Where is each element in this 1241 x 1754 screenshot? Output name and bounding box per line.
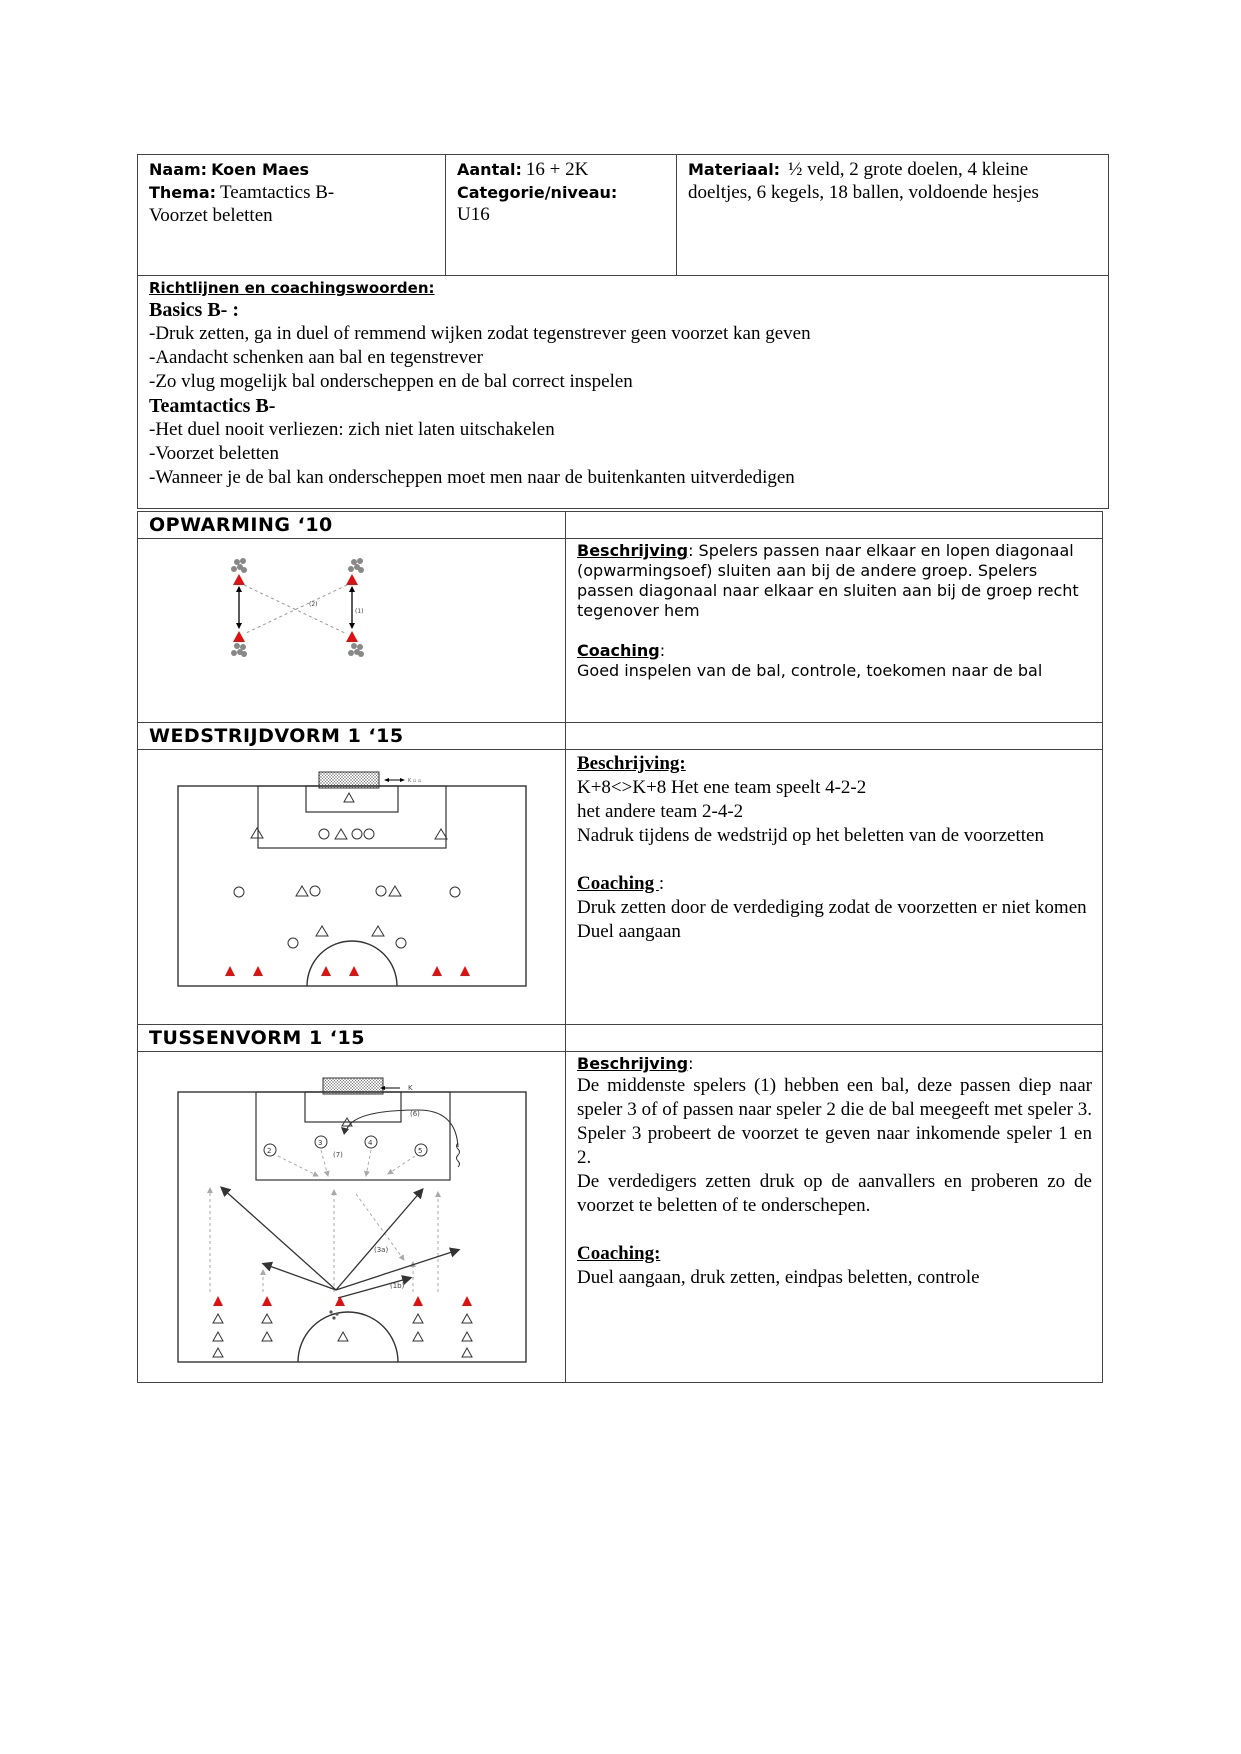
tussenvorm-description-cell [566, 1052, 1102, 1382]
materiaal-value-1: ½ veld, 2 grote doelen, 4 kleine [788, 159, 1029, 180]
opwarming-title: OPWARMING ‘10 [138, 512, 566, 538]
tussenvorm-title-row [138, 1025, 1102, 1052]
player-triangle-icon [213, 1314, 472, 1357]
naam-value: Koen Maes [211, 160, 310, 179]
thema-label: Thema: [149, 183, 217, 202]
aantal-cell [446, 155, 677, 275]
coaching-label: Coaching [577, 873, 659, 894]
beschrijving-label: Beschrijving [577, 1054, 689, 1073]
naam-label: Naam: [149, 160, 208, 179]
guidelines-heading: Richtlijnen en coachingswoorden: [149, 279, 435, 297]
aantal-value: 16 + 2K [525, 159, 589, 180]
coaching-colon: : [659, 641, 666, 660]
materiaal-label: Materiaal: [688, 160, 781, 179]
beschrijving-label: Beschrijving [577, 541, 689, 560]
diagram-label: (2) [309, 601, 318, 608]
tussenvorm-body-row [138, 1052, 1102, 1382]
description-paragraph: De middenste spelers (1) hebben een bal, deze passen diep naar speler 3 of of passen naar speler 2 die de bal meegeeft met speler 3. Speler 3 probeert de voorzet te geven naar inkomende speler 1 en 2. [577, 1075, 1092, 1168]
opwarming-description-cell [566, 539, 1102, 722]
thema-value-2: Voorzet beletten [149, 205, 273, 226]
diagram-label: (1) [355, 608, 364, 615]
aantal-label: Aantal: [457, 160, 522, 179]
description-line: het andere team 2-4-2 [577, 801, 744, 822]
coaching-text: Goed inspelen van de bal, controle, toekomen naar de bal [577, 661, 1043, 680]
basics-item: -Aandacht schenken aan bal en tegenstrever [149, 347, 483, 368]
materiaal-cell [677, 155, 1108, 275]
opwarming-diagram-cell [138, 539, 566, 722]
categorie-label: Categorie/niveau: [457, 183, 618, 202]
wedstrijdvorm-body-row [138, 750, 1102, 1025]
wedstrijdvorm-description-cell [566, 750, 1102, 1024]
guidelines-section [138, 276, 1108, 508]
diagram-label: (3a) [374, 1246, 389, 1254]
header-table [137, 154, 1109, 509]
svg-text:K ▫ ▫: K ▫ ▫ [408, 778, 422, 784]
coaching-colon: : [658, 873, 665, 894]
header-row [138, 155, 1108, 276]
coaching-line: Druk zetten door de verdediging zodat de voorzetten er niet komen [577, 897, 1087, 918]
thema-value: Teamtactics B- [220, 182, 335, 203]
basics-title: Basics B- : [149, 299, 239, 321]
svg-text:4: 4 [368, 1139, 373, 1147]
wedstrijdvorm-title-row [138, 723, 1102, 750]
wedstrijdvorm-diagram [138, 750, 566, 1024]
description-paragraph: De verdedigers zetten druk op de aanvallers en proberen zo de voorzet te beletten of te onderschepen. [577, 1171, 1092, 1216]
pass-arrow-icon [222, 1188, 458, 1298]
cone-icon [213, 1296, 472, 1306]
coaching-label: Coaching: [577, 1243, 661, 1264]
diagram-label: (1b) [390, 1282, 405, 1290]
name-theme-cell [138, 155, 446, 275]
basics-item: -Druk zetten, ga in duel of remmend wijken zodat tegenstrever geen voorzet kan geven [149, 323, 811, 344]
diagram-label: K [408, 1084, 413, 1092]
opwarming-body-row [138, 539, 1102, 723]
beschrijving-label: Beschrijving: [577, 753, 686, 774]
teamtactics-title: Teamtactics B- [149, 395, 276, 417]
coaching-text: Duel aangaan, druk zetten, eindpas beletten, controle [577, 1267, 980, 1288]
tussenvorm-title: TUSSENVORM 1 ‘15 [138, 1025, 566, 1051]
coaching-label: Coaching [577, 641, 660, 660]
opwarming-diagram [138, 539, 566, 722]
wedstrijdvorm-diagram-cell [138, 750, 566, 1024]
svg-text:5: 5 [418, 1147, 423, 1155]
coaching-line: Duel aangaan [577, 921, 681, 942]
player-circle-icon [264, 1136, 427, 1156]
cone-icon [233, 574, 358, 642]
diagram-label: (7) [333, 1151, 343, 1159]
diagram-label: (6) [410, 1110, 420, 1118]
description-line: Nadruk tijdens de wedstrijd op het beletten van de voorzetten [577, 825, 1044, 846]
teamtactics-item: -Het duel nooit verliezen: zich niet laten uitschakelen [149, 419, 555, 440]
categorie-value: U16 [457, 204, 490, 225]
cone-icon [225, 966, 470, 976]
basics-item: -Zo vlug mogelijk bal onderscheppen en de bal correct inspelen [149, 371, 633, 392]
player-circle-icon [234, 829, 460, 948]
wedstrijdvorm-title: WEDSTRIJDVORM 1 ‘15 [138, 723, 566, 749]
svg-text:2: 2 [267, 1147, 272, 1155]
tussenvorm-diagram-cell [138, 1052, 566, 1382]
beschrijving-colon: : [688, 1054, 694, 1073]
player-triangle-icon [251, 793, 447, 936]
exercise-table [137, 511, 1103, 1383]
svg-text:3: 3 [318, 1139, 323, 1147]
beschrijving-text: : Spelers passen naar elkaar en lopen diagonaal (opwarmingsoef) sluiten aan bij de andere groep. Spelers passen diagonaal naar elkaar en sluiten aan bij de groep recht tegenover hem [577, 541, 1079, 620]
tussenvorm-diagram [138, 1052, 566, 1382]
player-group-icon [231, 558, 364, 657]
materiaal-value-2: doeltjes, 6 kegels, 18 ballen, voldoende hesjes [688, 182, 1039, 203]
teamtactics-item: -Voorzet beletten [149, 443, 279, 464]
description-line: K+8<>K+8 Het ene team speelt 4-2-2 [577, 777, 867, 798]
opwarming-title-row [138, 512, 1102, 539]
teamtactics-item: -Wanneer je de bal kan onderscheppen moet men naar de buitenkanten uitverdedigen [149, 467, 795, 488]
run-line-icon [210, 1150, 438, 1292]
